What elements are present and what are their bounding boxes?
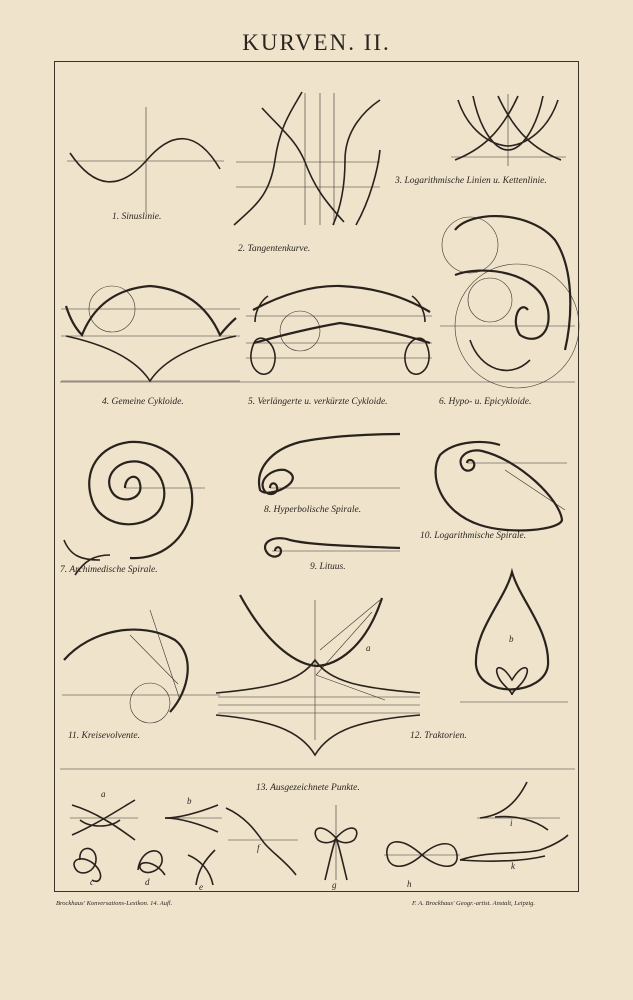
logarithmic-catenary-figure — [451, 94, 566, 166]
prolate-curtate-cycloid-figure — [246, 286, 432, 374]
point-label-g: g — [332, 880, 337, 890]
caption-hyperbolische-spirale: 8. Hyperbolische Spirale. — [264, 505, 362, 515]
hyperbolic-spiral-figure — [259, 434, 400, 494]
page-title: KURVEN. II. — [242, 30, 391, 55]
caption-logarithmische-spirale: 10. Logarithmische Spirale. — [420, 531, 527, 541]
point-label-b: b — [187, 796, 192, 806]
caption-verlaengerte-cykloide: 5. Verlängerte u. verkürzte Cykloide. — [248, 397, 388, 407]
caption-tangentenkurve: 2. Tangentenkurve. — [238, 244, 311, 254]
caption-archimedische-spirale: 7. Archimedische Spirale. — [60, 565, 158, 575]
point-label-e: e — [199, 882, 203, 892]
point-label-f: f — [257, 843, 260, 853]
point-label-d: d — [145, 877, 150, 887]
caption-sinuslinie: 1. Sinuslinie. — [112, 212, 162, 222]
caption-logarithmische-linien: 3. Logarithmische Linien u. Kettenlinie. — [395, 176, 547, 186]
singular-points-figure — [70, 782, 568, 885]
caption-kreisevolvente: 11. Kreisevolvente. — [68, 731, 141, 741]
caption-gemeine-cykloide: 4. Gemeine Cykloide. — [102, 397, 184, 407]
point-label-i: i — [510, 818, 513, 828]
sine-curve-figure — [67, 107, 224, 212]
tractrix-label-a: a — [366, 643, 371, 653]
lituus-figure — [265, 538, 400, 556]
caption-traktorien: 12. Traktorien. — [410, 731, 467, 741]
caption-hypo-epicykloide: 6. Hypo- u. Epicykloide. — [439, 397, 532, 407]
point-label-k: k — [511, 861, 515, 871]
caption-ausgezeichnete-punkte: 13. Ausgezeichnete Punkte. — [256, 783, 360, 793]
point-label-a: a — [101, 789, 106, 799]
tangent-curve-figure — [234, 92, 380, 225]
footer-right: F. A. Brockhaus' Geogr.-artist. Anstalt, Leipzig. — [412, 900, 536, 907]
caption-lituus: 9. Lituus. — [310, 562, 346, 572]
drop-label-b: b — [509, 634, 514, 644]
drop-curve-figure — [460, 572, 568, 702]
circle-involute-figure — [62, 610, 220, 723]
footer-left: Brockhaus' Konversations-Lexikon. 14. Aufl. — [56, 900, 173, 907]
logarithmic-spiral-figure — [436, 442, 567, 530]
point-label-c: c — [90, 877, 94, 887]
point-label-h: h — [407, 879, 412, 889]
tractrix-figure — [216, 595, 420, 755]
common-cycloid-figure — [61, 286, 240, 381]
archimedean-spiral-figure — [64, 442, 205, 575]
hypo-epicycloid-figure — [440, 216, 579, 388]
